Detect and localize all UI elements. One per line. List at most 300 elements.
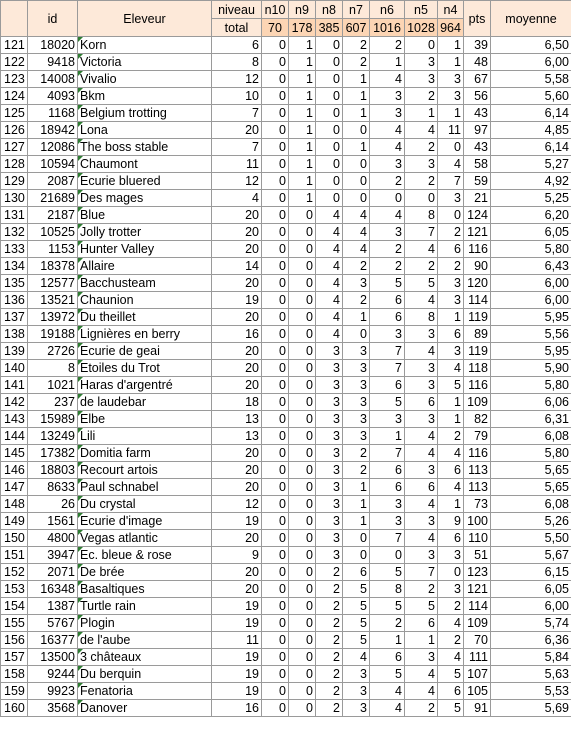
row-number-cell[interactable]: 121 xyxy=(1,37,28,54)
n10-value-cell[interactable]: 0 xyxy=(262,479,289,496)
n7-value-cell[interactable]: 3 xyxy=(343,428,370,445)
n6-value-cell[interactable]: 4 xyxy=(370,139,405,156)
points-cell[interactable]: 67 xyxy=(464,71,491,88)
n8-value-cell[interactable]: 2 xyxy=(316,649,343,666)
n8-value-cell[interactable]: 2 xyxy=(316,666,343,683)
n10-value-cell[interactable]: 0 xyxy=(262,513,289,530)
n5-value-cell[interactable]: 8 xyxy=(405,207,438,224)
n10-value-cell[interactable]: 0 xyxy=(262,428,289,445)
n10-value-cell[interactable]: 0 xyxy=(262,326,289,343)
points-cell[interactable]: 114 xyxy=(464,598,491,615)
n7-value-cell[interactable]: 4 xyxy=(343,207,370,224)
breeder-id-cell[interactable]: 10594 xyxy=(28,156,78,173)
n7-value-cell[interactable]: 1 xyxy=(343,105,370,122)
n10-value-cell[interactable]: 0 xyxy=(262,445,289,462)
average-cell[interactable]: 6,14 xyxy=(491,139,571,156)
n9-value-cell[interactable]: 0 xyxy=(289,615,316,632)
niveau-total-cell[interactable]: 13 xyxy=(212,411,262,428)
n6-value-cell[interactable]: 4 xyxy=(370,71,405,88)
points-cell[interactable]: 110 xyxy=(464,530,491,547)
breeder-id-cell[interactable]: 2187 xyxy=(28,207,78,224)
count-n7[interactable]: 607 xyxy=(343,19,370,37)
n10-value-cell[interactable]: 0 xyxy=(262,683,289,700)
n8-value-cell[interactable]: 3 xyxy=(316,411,343,428)
n5-value-cell[interactable]: 4 xyxy=(405,445,438,462)
points-cell[interactable]: 43 xyxy=(464,139,491,156)
n9-value-cell[interactable]: 0 xyxy=(289,292,316,309)
breeder-name-cell[interactable]: Ecurie bluered xyxy=(78,173,212,190)
average-cell[interactable]: 6,14 xyxy=(491,105,571,122)
n10-value-cell[interactable]: 0 xyxy=(262,139,289,156)
n5-value-cell[interactable]: 2 xyxy=(405,581,438,598)
row-number-cell[interactable]: 146 xyxy=(1,462,28,479)
average-cell[interactable]: 5,95 xyxy=(491,343,571,360)
breeder-name-cell[interactable]: Vivalio xyxy=(78,71,212,88)
breeder-name-cell[interactable]: Haras d'argentré xyxy=(78,377,212,394)
n4-value-cell[interactable]: 6 xyxy=(438,462,464,479)
breeder-id-cell[interactable]: 8633 xyxy=(28,479,78,496)
n6-value-cell[interactable]: 3 xyxy=(370,88,405,105)
n5-value-cell[interactable]: 5 xyxy=(405,275,438,292)
n10-value-cell[interactable]: 0 xyxy=(262,462,289,479)
breeder-name-cell[interactable]: Vegas atlantic xyxy=(78,530,212,547)
average-cell[interactable]: 5,50 xyxy=(491,530,571,547)
n9-value-cell[interactable]: 0 xyxy=(289,360,316,377)
n9-value-cell[interactable]: 0 xyxy=(289,530,316,547)
n7-value-cell[interactable]: 2 xyxy=(343,54,370,71)
n5-value-cell[interactable]: 5 xyxy=(405,598,438,615)
breeder-id-cell[interactable]: 12577 xyxy=(28,275,78,292)
average-cell[interactable]: 5,27 xyxy=(491,156,571,173)
niveau-total-cell[interactable]: 20 xyxy=(212,343,262,360)
points-cell[interactable]: 124 xyxy=(464,207,491,224)
row-number-cell[interactable]: 137 xyxy=(1,309,28,326)
breeder-name-cell[interactable]: Du crystal xyxy=(78,496,212,513)
niveau-total-cell[interactable]: 20 xyxy=(212,207,262,224)
header-n9[interactable]: n9 xyxy=(289,1,316,19)
n7-value-cell[interactable]: 3 xyxy=(343,377,370,394)
n6-value-cell[interactable]: 5 xyxy=(370,666,405,683)
points-cell[interactable]: 109 xyxy=(464,615,491,632)
header-total[interactable]: total xyxy=(212,19,262,37)
niveau-total-cell[interactable]: 19 xyxy=(212,683,262,700)
n7-value-cell[interactable]: 3 xyxy=(343,394,370,411)
n4-value-cell[interactable]: 1 xyxy=(438,394,464,411)
n10-value-cell[interactable]: 0 xyxy=(262,275,289,292)
breeder-id-cell[interactable]: 5767 xyxy=(28,615,78,632)
niveau-total-cell[interactable]: 20 xyxy=(212,564,262,581)
points-cell[interactable]: 91 xyxy=(464,700,491,717)
n7-value-cell[interactable]: 2 xyxy=(343,292,370,309)
n5-value-cell[interactable]: 3 xyxy=(405,326,438,343)
n7-value-cell[interactable]: 2 xyxy=(343,37,370,54)
n4-value-cell[interactable]: 3 xyxy=(438,343,464,360)
niveau-total-cell[interactable]: 19 xyxy=(212,513,262,530)
breeder-name-cell[interactable]: de l'aube xyxy=(78,632,212,649)
n7-value-cell[interactable]: 1 xyxy=(343,88,370,105)
breeder-id-cell[interactable]: 18020 xyxy=(28,37,78,54)
breeder-id-cell[interactable]: 13249 xyxy=(28,428,78,445)
n7-value-cell[interactable]: 2 xyxy=(343,445,370,462)
breeder-id-cell[interactable]: 18378 xyxy=(28,258,78,275)
n9-value-cell[interactable]: 0 xyxy=(289,411,316,428)
n4-value-cell[interactable]: 1 xyxy=(438,496,464,513)
breeder-name-cell[interactable]: Du berquin xyxy=(78,666,212,683)
row-number-cell[interactable]: 154 xyxy=(1,598,28,615)
points-cell[interactable]: 89 xyxy=(464,326,491,343)
breeder-id-cell[interactable]: 9418 xyxy=(28,54,78,71)
n6-value-cell[interactable]: 8 xyxy=(370,581,405,598)
n8-value-cell[interactable]: 2 xyxy=(316,683,343,700)
breeder-name-cell[interactable]: Belgium trotting xyxy=(78,105,212,122)
average-cell[interactable]: 5,67 xyxy=(491,547,571,564)
breeder-name-cell[interactable]: Ec. bleue & rose xyxy=(78,547,212,564)
niveau-total-cell[interactable]: 19 xyxy=(212,615,262,632)
n7-value-cell[interactable]: 2 xyxy=(343,258,370,275)
n9-value-cell[interactable]: 0 xyxy=(289,275,316,292)
n4-value-cell[interactable]: 4 xyxy=(438,649,464,666)
niveau-total-cell[interactable]: 14 xyxy=(212,258,262,275)
breeder-name-cell[interactable]: Domitia farm xyxy=(78,445,212,462)
n4-value-cell[interactable]: 6 xyxy=(438,530,464,547)
n8-value-cell[interactable]: 3 xyxy=(316,360,343,377)
n6-value-cell[interactable]: 4 xyxy=(370,683,405,700)
n5-value-cell[interactable]: 1 xyxy=(405,632,438,649)
n9-value-cell[interactable]: 0 xyxy=(289,513,316,530)
n5-value-cell[interactable]: 8 xyxy=(405,309,438,326)
average-cell[interactable]: 6,08 xyxy=(491,496,571,513)
row-number-cell[interactable]: 129 xyxy=(1,173,28,190)
breeder-name-cell[interactable]: Lili xyxy=(78,428,212,445)
average-cell[interactable]: 5,84 xyxy=(491,649,571,666)
n10-value-cell[interactable]: 0 xyxy=(262,649,289,666)
n7-value-cell[interactable]: 0 xyxy=(343,156,370,173)
n9-value-cell[interactable]: 1 xyxy=(289,105,316,122)
average-cell[interactable]: 6,00 xyxy=(491,275,571,292)
n4-value-cell[interactable]: 2 xyxy=(438,598,464,615)
n4-value-cell[interactable]: 1 xyxy=(438,411,464,428)
n8-value-cell[interactable]: 3 xyxy=(316,462,343,479)
n5-value-cell[interactable]: 3 xyxy=(405,360,438,377)
average-cell[interactable]: 6,00 xyxy=(491,292,571,309)
n9-value-cell[interactable]: 1 xyxy=(289,190,316,207)
n9-value-cell[interactable]: 1 xyxy=(289,88,316,105)
n5-value-cell[interactable]: 0 xyxy=(405,37,438,54)
row-number-cell[interactable]: 125 xyxy=(1,105,28,122)
average-cell[interactable]: 6,05 xyxy=(491,224,571,241)
n8-value-cell[interactable]: 2 xyxy=(316,700,343,717)
n5-value-cell[interactable]: 3 xyxy=(405,513,438,530)
n4-value-cell[interactable]: 2 xyxy=(438,428,464,445)
row-number-cell[interactable]: 126 xyxy=(1,122,28,139)
n10-value-cell[interactable]: 0 xyxy=(262,54,289,71)
n5-value-cell[interactable]: 6 xyxy=(405,394,438,411)
header-n8[interactable]: n8 xyxy=(316,1,343,19)
n10-value-cell[interactable]: 0 xyxy=(262,258,289,275)
points-cell[interactable]: 121 xyxy=(464,224,491,241)
n8-value-cell[interactable]: 0 xyxy=(316,37,343,54)
n10-value-cell[interactable]: 0 xyxy=(262,530,289,547)
n5-value-cell[interactable]: 4 xyxy=(405,428,438,445)
n6-value-cell[interactable]: 6 xyxy=(370,292,405,309)
breeder-id-cell[interactable]: 9923 xyxy=(28,683,78,700)
n7-value-cell[interactable]: 0 xyxy=(343,530,370,547)
niveau-total-cell[interactable]: 6 xyxy=(212,37,262,54)
n4-value-cell[interactable]: 4 xyxy=(438,615,464,632)
n8-value-cell[interactable]: 3 xyxy=(316,445,343,462)
points-cell[interactable]: 119 xyxy=(464,343,491,360)
n7-value-cell[interactable]: 4 xyxy=(343,224,370,241)
breeder-name-cell[interactable]: Plogin xyxy=(78,615,212,632)
points-cell[interactable]: 116 xyxy=(464,445,491,462)
n4-value-cell[interactable]: 2 xyxy=(438,632,464,649)
n6-value-cell[interactable]: 6 xyxy=(370,479,405,496)
breeder-name-cell[interactable]: Ecurie d'image xyxy=(78,513,212,530)
n4-value-cell[interactable]: 1 xyxy=(438,105,464,122)
row-number-cell[interactable]: 128 xyxy=(1,156,28,173)
header-n5[interactable]: n5 xyxy=(405,1,438,19)
n7-value-cell[interactable]: 3 xyxy=(343,683,370,700)
n6-value-cell[interactable]: 5 xyxy=(370,598,405,615)
n4-value-cell[interactable]: 3 xyxy=(438,190,464,207)
row-number-cell[interactable]: 134 xyxy=(1,258,28,275)
n5-value-cell[interactable]: 3 xyxy=(405,547,438,564)
n5-value-cell[interactable]: 3 xyxy=(405,156,438,173)
row-number-cell[interactable]: 153 xyxy=(1,581,28,598)
n6-value-cell[interactable]: 3 xyxy=(370,156,405,173)
n9-value-cell[interactable]: 0 xyxy=(289,496,316,513)
n7-value-cell[interactable]: 0 xyxy=(343,173,370,190)
n10-value-cell[interactable]: 0 xyxy=(262,394,289,411)
n9-value-cell[interactable]: 0 xyxy=(289,394,316,411)
breeder-name-cell[interactable]: Basaltiques xyxy=(78,581,212,598)
n8-value-cell[interactable]: 4 xyxy=(316,258,343,275)
row-number-cell[interactable]: 136 xyxy=(1,292,28,309)
n9-value-cell[interactable]: 1 xyxy=(289,37,316,54)
n6-value-cell[interactable]: 1 xyxy=(370,632,405,649)
points-cell[interactable]: 114 xyxy=(464,292,491,309)
n9-value-cell[interactable]: 1 xyxy=(289,122,316,139)
n5-value-cell[interactable]: 4 xyxy=(405,496,438,513)
n10-value-cell[interactable]: 0 xyxy=(262,700,289,717)
breeder-name-cell[interactable]: Ecurie de geai xyxy=(78,343,212,360)
points-cell[interactable]: 118 xyxy=(464,360,491,377)
niveau-total-cell[interactable]: 7 xyxy=(212,105,262,122)
n8-value-cell[interactable]: 3 xyxy=(316,394,343,411)
average-cell[interactable]: 6,20 xyxy=(491,207,571,224)
n7-value-cell[interactable]: 0 xyxy=(343,547,370,564)
average-cell[interactable]: 5,63 xyxy=(491,666,571,683)
n9-value-cell[interactable]: 0 xyxy=(289,207,316,224)
n10-value-cell[interactable]: 0 xyxy=(262,496,289,513)
breeder-id-cell[interactable]: 1168 xyxy=(28,105,78,122)
n7-value-cell[interactable]: 4 xyxy=(343,241,370,258)
row-number-cell[interactable]: 156 xyxy=(1,632,28,649)
n4-value-cell[interactable]: 3 xyxy=(438,275,464,292)
breeder-name-cell[interactable]: Des mages xyxy=(78,190,212,207)
breeder-id-cell[interactable]: 1153 xyxy=(28,241,78,258)
breeder-id-cell[interactable]: 10525 xyxy=(28,224,78,241)
n7-value-cell[interactable]: 2 xyxy=(343,462,370,479)
n10-value-cell[interactable]: 0 xyxy=(262,88,289,105)
row-number-cell[interactable]: 133 xyxy=(1,241,28,258)
n8-value-cell[interactable]: 0 xyxy=(316,139,343,156)
niveau-total-cell[interactable]: 20 xyxy=(212,224,262,241)
breeder-name-cell[interactable]: The boss stable xyxy=(78,139,212,156)
breeder-id-cell[interactable]: 17382 xyxy=(28,445,78,462)
breeder-id-cell[interactable]: 4800 xyxy=(28,530,78,547)
count-n6[interactable]: 1016 xyxy=(370,19,405,37)
niveau-total-cell[interactable]: 20 xyxy=(212,462,262,479)
n4-value-cell[interactable]: 5 xyxy=(438,377,464,394)
n7-value-cell[interactable]: 5 xyxy=(343,598,370,615)
n10-value-cell[interactable]: 0 xyxy=(262,309,289,326)
header-eleveur[interactable]: Eleveur xyxy=(78,1,212,37)
n10-value-cell[interactable]: 0 xyxy=(262,173,289,190)
niveau-total-cell[interactable]: 12 xyxy=(212,173,262,190)
n5-value-cell[interactable]: 4 xyxy=(405,292,438,309)
breeder-name-cell[interactable]: Du theillet xyxy=(78,309,212,326)
breeder-name-cell[interactable]: Jolly trotter xyxy=(78,224,212,241)
n8-value-cell[interactable]: 4 xyxy=(316,241,343,258)
row-number-cell[interactable]: 148 xyxy=(1,496,28,513)
n8-value-cell[interactable]: 4 xyxy=(316,275,343,292)
niveau-total-cell[interactable]: 16 xyxy=(212,700,262,717)
n4-value-cell[interactable]: 3 xyxy=(438,292,464,309)
breeder-name-cell[interactable]: Turtle rain xyxy=(78,598,212,615)
n5-value-cell[interactable]: 2 xyxy=(405,139,438,156)
breeder-name-cell[interactable]: Blue xyxy=(78,207,212,224)
breeder-id-cell[interactable]: 12086 xyxy=(28,139,78,156)
breeder-name-cell[interactable]: Lignières en berry xyxy=(78,326,212,343)
n6-value-cell[interactable]: 3 xyxy=(370,105,405,122)
breeder-name-cell[interactable]: Etoiles du Trot xyxy=(78,360,212,377)
points-cell[interactable]: 121 xyxy=(464,581,491,598)
niveau-total-cell[interactable]: 8 xyxy=(212,54,262,71)
breeder-id-cell[interactable]: 237 xyxy=(28,394,78,411)
n8-value-cell[interactable]: 3 xyxy=(316,513,343,530)
niveau-total-cell[interactable]: 16 xyxy=(212,326,262,343)
points-cell[interactable]: 97 xyxy=(464,122,491,139)
n4-value-cell[interactable]: 2 xyxy=(438,258,464,275)
breeder-id-cell[interactable]: 1021 xyxy=(28,377,78,394)
n7-value-cell[interactable]: 5 xyxy=(343,632,370,649)
n4-value-cell[interactable]: 1 xyxy=(438,309,464,326)
breeder-id-cell[interactable]: 26 xyxy=(28,496,78,513)
n9-value-cell[interactable]: 1 xyxy=(289,173,316,190)
breeder-name-cell[interactable]: de laudebar xyxy=(78,394,212,411)
n8-value-cell[interactable]: 0 xyxy=(316,190,343,207)
breeder-name-cell[interactable]: 3 châteaux xyxy=(78,649,212,666)
n5-value-cell[interactable]: 6 xyxy=(405,615,438,632)
niveau-total-cell[interactable]: 20 xyxy=(212,479,262,496)
n10-value-cell[interactable]: 0 xyxy=(262,564,289,581)
n9-value-cell[interactable]: 0 xyxy=(289,700,316,717)
breeder-name-cell[interactable]: Victoria xyxy=(78,54,212,71)
header-pts[interactable]: pts xyxy=(464,1,491,37)
n6-value-cell[interactable]: 6 xyxy=(370,377,405,394)
breeder-id-cell[interactable]: 18803 xyxy=(28,462,78,479)
n5-value-cell[interactable]: 6 xyxy=(405,479,438,496)
row-number-cell[interactable]: 145 xyxy=(1,445,28,462)
row-number-cell[interactable]: 127 xyxy=(1,139,28,156)
points-cell[interactable]: 58 xyxy=(464,156,491,173)
n7-value-cell[interactable]: 1 xyxy=(343,479,370,496)
n6-value-cell[interactable]: 3 xyxy=(370,513,405,530)
n8-value-cell[interactable]: 3 xyxy=(316,428,343,445)
n4-value-cell[interactable]: 6 xyxy=(438,241,464,258)
average-cell[interactable]: 6,36 xyxy=(491,632,571,649)
n9-value-cell[interactable]: 0 xyxy=(289,632,316,649)
n7-value-cell[interactable]: 4 xyxy=(343,649,370,666)
breeder-id-cell[interactable]: 2071 xyxy=(28,564,78,581)
breeder-id-cell[interactable]: 2087 xyxy=(28,173,78,190)
points-cell[interactable]: 116 xyxy=(464,241,491,258)
n5-value-cell[interactable]: 4 xyxy=(405,683,438,700)
n6-value-cell[interactable]: 1 xyxy=(370,54,405,71)
n5-value-cell[interactable]: 3 xyxy=(405,54,438,71)
average-cell[interactable]: 5,80 xyxy=(491,377,571,394)
n5-value-cell[interactable]: 4 xyxy=(405,241,438,258)
niveau-total-cell[interactable]: 20 xyxy=(212,275,262,292)
points-cell[interactable]: 43 xyxy=(464,105,491,122)
niveau-total-cell[interactable]: 20 xyxy=(212,360,262,377)
breeder-id-cell[interactable]: 15989 xyxy=(28,411,78,428)
row-number-cell[interactable]: 155 xyxy=(1,615,28,632)
breeder-name-cell[interactable]: Paul schnabel xyxy=(78,479,212,496)
n4-value-cell[interactable]: 3 xyxy=(438,581,464,598)
row-number-cell[interactable]: 152 xyxy=(1,564,28,581)
n5-value-cell[interactable]: 7 xyxy=(405,564,438,581)
n9-value-cell[interactable]: 0 xyxy=(289,547,316,564)
n7-value-cell[interactable]: 3 xyxy=(343,343,370,360)
n6-value-cell[interactable]: 5 xyxy=(370,394,405,411)
n5-value-cell[interactable]: 2 xyxy=(405,258,438,275)
n6-value-cell[interactable]: 1 xyxy=(370,428,405,445)
n10-value-cell[interactable]: 0 xyxy=(262,666,289,683)
n8-value-cell[interactable]: 3 xyxy=(316,496,343,513)
average-cell[interactable]: 5,26 xyxy=(491,513,571,530)
n5-value-cell[interactable]: 3 xyxy=(405,462,438,479)
n6-value-cell[interactable]: 6 xyxy=(370,649,405,666)
n8-value-cell[interactable]: 4 xyxy=(316,292,343,309)
average-cell[interactable]: 5,60 xyxy=(491,88,571,105)
header-n4[interactable]: n4 xyxy=(438,1,464,19)
points-cell[interactable]: 123 xyxy=(464,564,491,581)
n8-value-cell[interactable]: 0 xyxy=(316,122,343,139)
n6-value-cell[interactable]: 5 xyxy=(370,564,405,581)
breeder-id-cell[interactable]: 8 xyxy=(28,360,78,377)
n6-value-cell[interactable]: 4 xyxy=(370,700,405,717)
breeder-name-cell[interactable]: Bacchusteam xyxy=(78,275,212,292)
average-cell[interactable]: 4,92 xyxy=(491,173,571,190)
n4-value-cell[interactable]: 1 xyxy=(438,54,464,71)
n9-value-cell[interactable]: 0 xyxy=(289,224,316,241)
n4-value-cell[interactable]: 1 xyxy=(438,37,464,54)
n4-value-cell[interactable]: 4 xyxy=(438,479,464,496)
breeder-id-cell[interactable]: 1387 xyxy=(28,598,78,615)
n8-value-cell[interactable]: 4 xyxy=(316,326,343,343)
breeder-name-cell[interactable]: Allaire xyxy=(78,258,212,275)
niveau-total-cell[interactable]: 20 xyxy=(212,445,262,462)
n9-value-cell[interactable]: 0 xyxy=(289,564,316,581)
count-n10[interactable]: 70 xyxy=(262,19,289,37)
header-n10[interactable]: n10 xyxy=(262,1,289,19)
n6-value-cell[interactable]: 0 xyxy=(370,190,405,207)
niveau-total-cell[interactable]: 11 xyxy=(212,156,262,173)
n9-value-cell[interactable]: 0 xyxy=(289,241,316,258)
n10-value-cell[interactable]: 0 xyxy=(262,71,289,88)
